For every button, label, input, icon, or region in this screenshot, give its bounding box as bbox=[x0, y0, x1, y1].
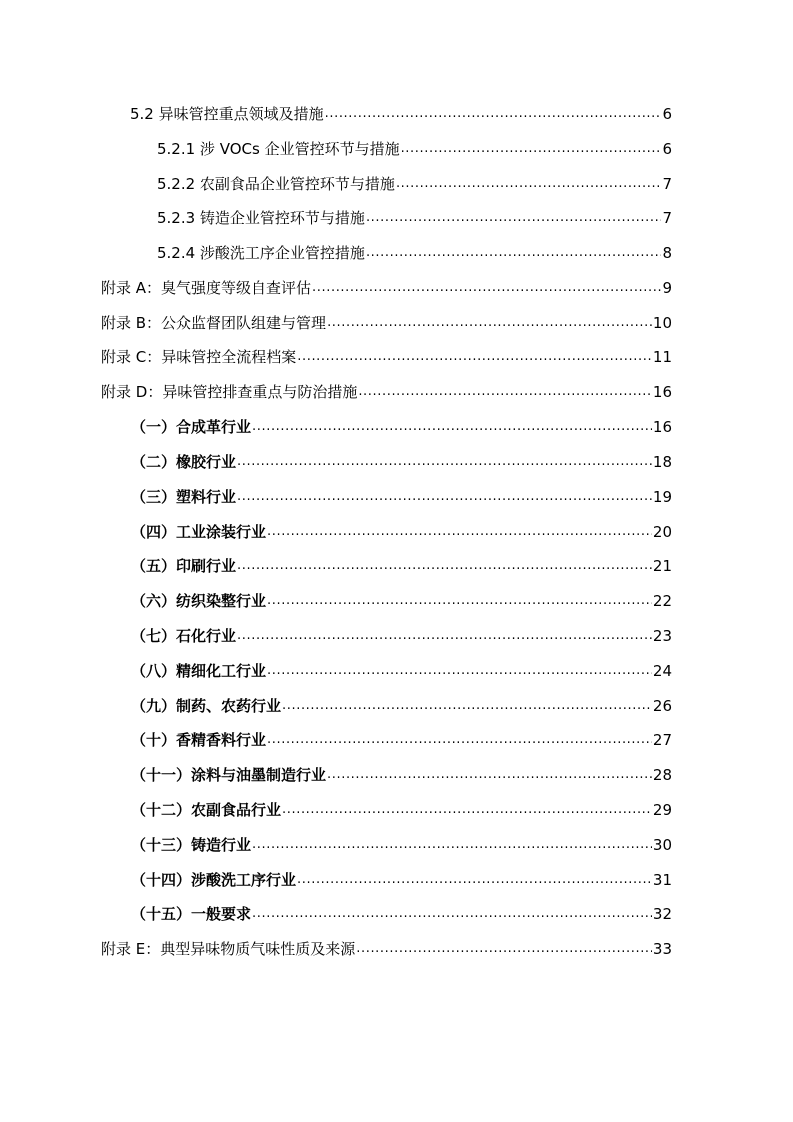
dot-leader bbox=[366, 208, 662, 228]
toc-entry-title: （十）香精香料行业 bbox=[131, 731, 267, 749]
toc-entry-title: （四）工业涂装行业 bbox=[131, 523, 267, 541]
dot-leader bbox=[327, 765, 652, 785]
dot-leader bbox=[312, 278, 661, 298]
toc-entry-page: 30 bbox=[652, 836, 672, 854]
toc-entry-industry-1[interactable] bbox=[131, 403, 672, 437]
dot-leader bbox=[358, 382, 652, 402]
dot-leader bbox=[282, 800, 652, 820]
toc-entry-industry-12[interactable] bbox=[131, 786, 672, 820]
toc-entry-5-2-4[interactable] bbox=[157, 229, 672, 263]
dot-leader bbox=[252, 417, 652, 437]
toc-entry-title: （五）印刷行业 bbox=[131, 557, 237, 575]
toc-entry-page: 16 bbox=[652, 418, 672, 436]
toc-entry-title: 附录 D：异味管控排查重点与防治措施 bbox=[101, 383, 358, 401]
toc-entry-title: 5.2.1 涉 VOCs 企业管控环节与措施 bbox=[157, 140, 400, 158]
toc-entry-title: （十三）铸造行业 bbox=[131, 836, 252, 854]
dot-leader bbox=[267, 522, 652, 542]
toc-entry-page: 11 bbox=[652, 348, 672, 366]
toc-entry-industry-5[interactable] bbox=[131, 542, 672, 576]
toc-entry-industry-14[interactable] bbox=[131, 856, 672, 890]
toc-entry-title: 附录 A：臭气强度等级自查评估 bbox=[101, 279, 312, 297]
toc-entry-5-2-3[interactable] bbox=[157, 194, 672, 228]
toc-entry-5-2-1[interactable] bbox=[157, 125, 672, 159]
toc-entry-title: 附录 E：典型异味物质气味性质及来源 bbox=[101, 940, 356, 958]
toc-entry-page: 19 bbox=[652, 488, 672, 506]
toc-entry-page: 23 bbox=[652, 627, 672, 645]
toc-entry-5-2[interactable] bbox=[130, 90, 672, 124]
toc-entry-industry-11[interactable] bbox=[131, 751, 672, 785]
dot-leader bbox=[401, 139, 662, 159]
toc-entry-page: 9 bbox=[662, 279, 672, 297]
dot-leader bbox=[267, 591, 652, 611]
toc-entry-title: （十一）涂料与油墨制造行业 bbox=[131, 766, 327, 784]
dot-leader bbox=[327, 313, 652, 333]
toc-entry-industry-10[interactable] bbox=[131, 716, 672, 750]
toc-entry-page: 29 bbox=[652, 801, 672, 819]
toc-entry-page: 7 bbox=[662, 209, 672, 227]
toc-entry-title: 5.2.4 涉酸洗工序企业管控措施 bbox=[157, 244, 365, 262]
toc-entry-title: （八）精细化工行业 bbox=[131, 662, 267, 680]
toc-entry-5-2-2[interactable] bbox=[157, 160, 672, 194]
toc-entry-title: （三）塑料行业 bbox=[131, 488, 237, 506]
dot-leader bbox=[282, 696, 652, 716]
toc-entry-page: 33 bbox=[652, 940, 672, 958]
toc-entry-industry-4[interactable] bbox=[131, 508, 672, 542]
toc-entry-title: 5.2.3 铸造企业管控环节与措施 bbox=[157, 209, 365, 227]
toc-entry-title: 5.2 异味管控重点领域及措施 bbox=[130, 105, 324, 123]
toc-entry-title: （六）纺织染整行业 bbox=[131, 592, 267, 610]
toc-entry-appendix-d[interactable] bbox=[101, 368, 672, 402]
toc-entry-appendix-c[interactable] bbox=[101, 333, 672, 367]
dot-leader bbox=[237, 452, 652, 472]
toc-entry-industry-6[interactable] bbox=[131, 577, 672, 611]
dot-leader bbox=[237, 556, 652, 576]
dot-leader bbox=[252, 835, 652, 855]
toc-entry-page: 32 bbox=[652, 905, 672, 923]
dot-leader bbox=[237, 626, 652, 646]
toc-entry-title: （一）合成革行业 bbox=[131, 418, 252, 436]
dot-leader bbox=[297, 870, 652, 890]
toc-entry-industry-13[interactable] bbox=[131, 821, 672, 855]
toc-entry-page: 8 bbox=[662, 244, 672, 262]
dot-leader bbox=[325, 104, 662, 124]
dot-leader bbox=[366, 243, 662, 263]
toc-entry-page: 31 bbox=[652, 871, 672, 889]
dot-leader bbox=[396, 174, 662, 194]
dot-leader bbox=[267, 661, 652, 681]
toc-entry-industry-15[interactable] bbox=[131, 890, 672, 924]
toc-entry-industry-9[interactable] bbox=[131, 682, 672, 716]
toc-entry-page: 18 bbox=[652, 453, 672, 471]
toc-entry-page: 20 bbox=[652, 523, 672, 541]
toc-entry-page: 28 bbox=[652, 766, 672, 784]
toc-entry-page: 7 bbox=[662, 175, 672, 193]
dot-leader bbox=[356, 939, 652, 959]
dot-leader bbox=[267, 730, 652, 750]
dot-leader bbox=[297, 347, 652, 367]
toc-entry-title: 附录 C：异味管控全流程档案 bbox=[101, 348, 297, 366]
toc-entry-industry-2[interactable] bbox=[131, 438, 672, 472]
toc-entry-page: 24 bbox=[652, 662, 672, 680]
toc-entry-title: （七）石化行业 bbox=[131, 627, 237, 645]
toc-entry-page: 27 bbox=[652, 731, 672, 749]
toc-entry-industry-7[interactable] bbox=[131, 612, 672, 646]
toc-entry-title: （九）制药、农药行业 bbox=[131, 697, 282, 715]
toc-entry-title: （二）橡胶行业 bbox=[131, 453, 237, 471]
toc-entry-page: 6 bbox=[662, 140, 672, 158]
toc-entry-page: 16 bbox=[652, 383, 672, 401]
toc-entry-title: （十二）农副食品行业 bbox=[131, 801, 282, 819]
dot-leader bbox=[237, 487, 652, 507]
toc-entry-industry-8[interactable] bbox=[131, 647, 672, 681]
toc-entry-appendix-a[interactable] bbox=[101, 264, 672, 298]
toc-entry-page: 21 bbox=[652, 557, 672, 575]
dot-leader bbox=[252, 904, 652, 924]
toc-entry-title: （十四）涉酸洗工序行业 bbox=[131, 871, 297, 889]
toc-entry-page: 6 bbox=[662, 105, 672, 123]
toc-entry-appendix-b[interactable] bbox=[101, 299, 672, 333]
toc-entry-page: 22 bbox=[652, 592, 672, 610]
toc-entry-appendix-e[interactable] bbox=[101, 925, 672, 959]
toc-entry-title: 5.2.2 农副食品企业管控环节与措施 bbox=[157, 175, 395, 193]
toc-entry-title: 附录 B：公众监督团队组建与管理 bbox=[101, 314, 327, 332]
toc-entry-industry-3[interactable] bbox=[131, 473, 672, 507]
toc-entry-page: 10 bbox=[652, 314, 672, 332]
toc-entry-page: 26 bbox=[652, 697, 672, 715]
toc-entry-title: （十五）一般要求 bbox=[131, 905, 252, 923]
